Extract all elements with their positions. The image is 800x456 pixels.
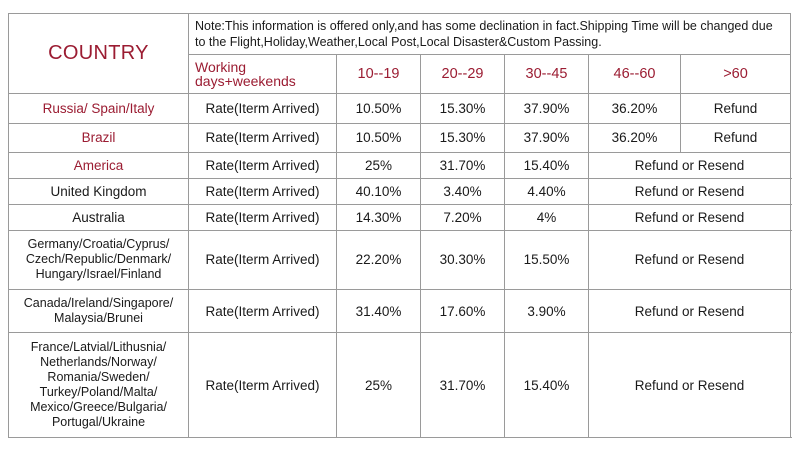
table-row [9, 289, 791, 333]
shipping-time-table [8, 13, 791, 438]
country-line: Mexico/Greece/Bulgaria/ [30, 400, 167, 415]
value-cell: 10.50% [337, 123, 421, 152]
refund-or-resend-cell: Refund or Resend [589, 205, 791, 231]
rate-label-cell: Rate(Iterm Arrived) [189, 289, 337, 333]
country-line: Germany/Croatia/Cyprus/ [27, 237, 170, 252]
value-cell: 14.30% [337, 205, 421, 231]
table-row [9, 152, 791, 178]
value-cell: 3.90% [505, 289, 589, 333]
table-row [9, 333, 791, 438]
value-cell: 31.70% [421, 152, 505, 178]
column-header-over-60: >60 [681, 54, 791, 94]
country-line: Portugal/Ukraine [51, 415, 146, 430]
column-header-30-45: 30--45 [505, 54, 589, 94]
shipping-time-table-container [8, 13, 790, 438]
country-cell: Australia [9, 205, 189, 231]
value-cell: 31.40% [337, 289, 421, 333]
rate-label-cell: Rate(Iterm Arrived) [189, 94, 337, 123]
country-line: France/Latvial/Lithusnia/ [30, 340, 167, 355]
value-cell: 15.40% [505, 152, 589, 178]
value-cell: 17.60% [421, 289, 505, 333]
value-cell: Refund [681, 94, 791, 123]
country-cell: United Kingdom [9, 178, 189, 204]
value-cell: 15.40% [505, 333, 589, 438]
country-column-header: COUNTRY [9, 14, 189, 94]
column-header-20-29: 20--29 [421, 54, 505, 94]
value-cell: 30.30% [421, 231, 505, 289]
value-cell: 25% [337, 152, 421, 178]
rate-label-cell: Rate(Iterm Arrived) [189, 205, 337, 231]
table-row [9, 94, 791, 123]
value-cell: 36.20% [589, 123, 681, 152]
value-cell: 15.30% [421, 94, 505, 123]
country-line: Turkey/Poland/Malta/ [39, 385, 158, 400]
value-cell: 10.50% [337, 94, 421, 123]
rate-label-cell: Rate(Iterm Arrived) [189, 178, 337, 204]
value-cell: 7.20% [421, 205, 505, 231]
country-line: Hungary/Israel/Finland [35, 267, 162, 282]
rate-label-cell: Rate(Iterm Arrived) [189, 231, 337, 289]
value-cell: 25% [337, 333, 421, 438]
column-header-10-19: 10--19 [337, 54, 421, 94]
working-days-line2: days+weekends [195, 73, 296, 90]
refund-or-resend-cell: Refund or Resend [589, 152, 791, 178]
value-cell: 22.20% [337, 231, 421, 289]
country-cell: Russia/ Spain/Italy [9, 94, 189, 123]
value-cell: Refund [681, 123, 791, 152]
column-header-46-60: 46--60 [589, 54, 681, 94]
rate-label-cell: Rate(Iterm Arrived) [189, 333, 337, 438]
working-days-line1: Working [195, 59, 247, 76]
value-cell: 3.40% [421, 178, 505, 204]
refund-or-resend-cell: Refund or Resend [589, 289, 791, 333]
country-line: Czech/Republic/Denmark/ [25, 252, 172, 267]
value-cell: 15.30% [421, 123, 505, 152]
country-line: Netherlands/Norway/ [40, 355, 157, 370]
table-row [9, 231, 791, 289]
country-line: Malaysia/Brunei [54, 311, 143, 326]
shipping-note: Note:This information is offered only,and has some declination in fact.Shipping Time will be changed due to the Flight,Holiday,Weather,Local Post,Local Disaster&Custom Passing. [189, 14, 791, 55]
value-cell: 4% [505, 205, 589, 231]
country-cell [9, 289, 189, 333]
rate-label-cell: Rate(Iterm Arrived) [189, 123, 337, 152]
refund-or-resend-cell: Refund or Resend [589, 178, 791, 204]
country-line: Canada/Ireland/Singapore/ [23, 296, 174, 311]
value-cell: 37.90% [505, 123, 589, 152]
refund-or-resend-cell: Refund or Resend [589, 333, 791, 438]
rate-label-cell: Rate(Iterm Arrived) [189, 152, 337, 178]
value-cell: 37.90% [505, 94, 589, 123]
country-cell [9, 333, 189, 438]
value-cell: 31.70% [421, 333, 505, 438]
value-cell: 15.50% [505, 231, 589, 289]
refund-or-resend-cell: Refund or Resend [589, 231, 791, 289]
working-days-header [189, 54, 337, 94]
header-row-note [9, 14, 791, 55]
value-cell: 40.10% [337, 178, 421, 204]
table-row [9, 178, 791, 204]
value-cell: 4.40% [505, 178, 589, 204]
table-row [9, 123, 791, 152]
country-cell: America [9, 152, 189, 178]
country-cell [9, 231, 189, 289]
country-line: Romania/Sweden/ [47, 370, 150, 385]
value-cell: 36.20% [589, 94, 681, 123]
table-row [9, 205, 791, 231]
country-cell: Brazil [9, 123, 189, 152]
